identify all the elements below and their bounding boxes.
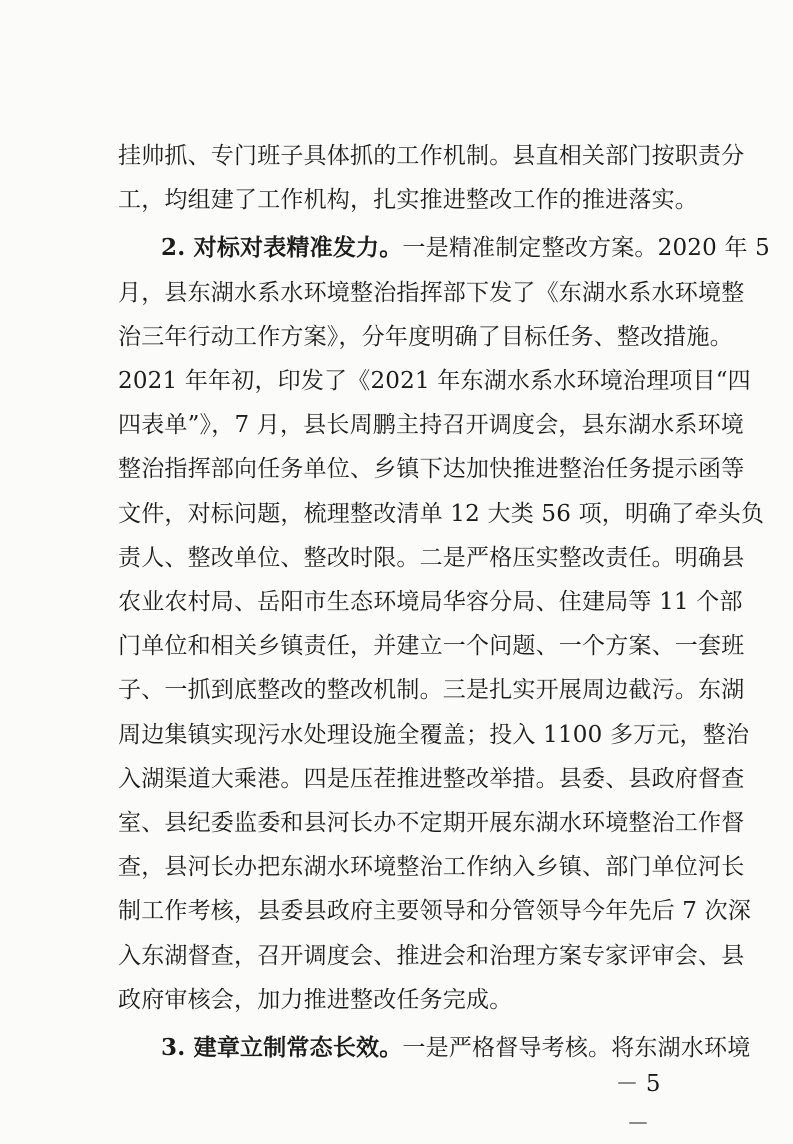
- section-heading-line: [161, 228, 771, 268]
- text-line: 工，均组建了工作机构，扎实推进整改工作的推进落实。: [118, 187, 698, 213]
- section-heading: 3. 建章立制常态长效。: [161, 1034, 403, 1061]
- text-run: 一是严格督导考核。将东湖水环境: [402, 1035, 751, 1061]
- text-line: 2021 年年初，印发了《2021 年东湖水系水环境治理项目“四: [118, 368, 751, 394]
- text-line: 入湖渠道大乘港。四是压茬推进整改举措。县委、县政府督查: [118, 766, 745, 792]
- text-line: 政府审核会，加力推进整改任务完成。: [118, 987, 513, 1013]
- text-line: 月，县东湖水系水环境整治指挥部下发了《东湖水系水环境整: [118, 280, 745, 306]
- text-line: 治三年行动工作方案》，分年度明确了目标任务、整改措施。: [118, 324, 733, 350]
- text-line: 室、县纪委监委和县河长办不定期开展东湖水环境整治工作督: [118, 810, 745, 836]
- page-number: － 5 －: [615, 1071, 661, 1137]
- text-line: 查，县河长办把东湖水环境整治工作纳入乡镇、部门单位河长: [118, 854, 745, 880]
- text-line: 文件，对标问题，梳理整改清单 12 大类 56 项，明确了牵头负: [118, 501, 765, 527]
- text-line: 入东湖督查，召开调度会、推进会和治理方案专家评审会、县: [118, 943, 745, 969]
- text-line: 子、一抓到底整改的整改机制。三是扎实开展周边截污。东湖: [118, 677, 745, 703]
- section-heading-line: [161, 1028, 751, 1068]
- text-line: 周边集镇实现污水处理设施全覆盖；投入 1100 多万元，整治: [118, 722, 750, 748]
- text-line: 四表单”》，7 月，县长周鹏主持召开调度会，县东湖水系环境: [118, 412, 745, 438]
- section-heading: 2. 对标对表精准发力。: [161, 234, 403, 261]
- text-line: 整治指挥部向任务单位、乡镇下达加快推进整治任务提示函等: [118, 456, 745, 482]
- text-run: 一是精准制定整改方案。2020 年 5: [402, 235, 771, 261]
- text-line: 农业农村局、岳阳市生态环境局华容分局、住建局等 11 个部: [118, 589, 743, 615]
- text-line: 挂帅抓、专门班子具体抓的工作机制。县直相关部门按职责分: [118, 143, 745, 169]
- text-line: 门单位和相关乡镇责任，并建立一个问题、一个方案、一套班: [118, 633, 745, 659]
- text-line: 责人、整改单位、整改时限。二是严格压实整改责任。明确县: [118, 545, 745, 571]
- text-line: 制工作考核，县委县政府主要领导和分管领导今年先后 7 次深: [118, 898, 752, 924]
